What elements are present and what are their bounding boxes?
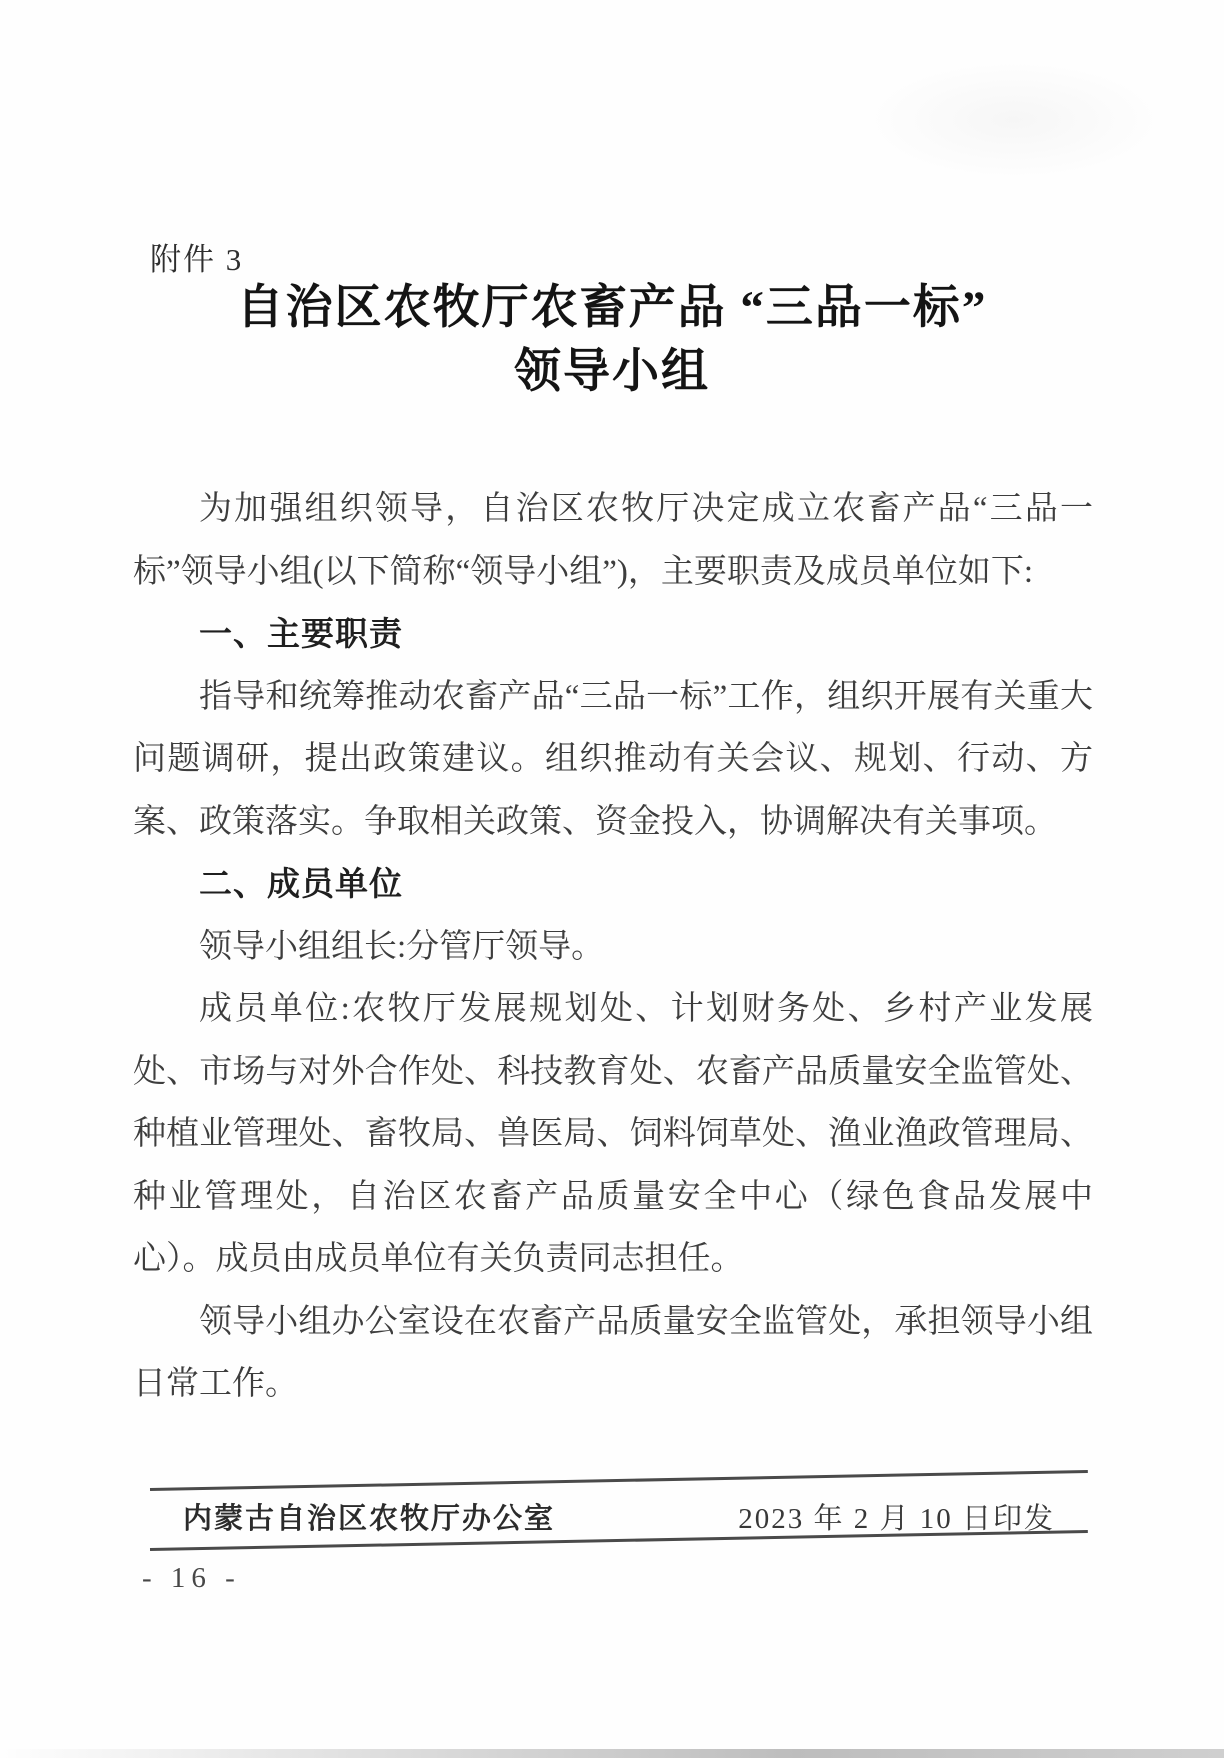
paragraph-group-leader: 领导小组组长:分管厅领导。 [199,928,605,965]
section-heading-duties: 一、主要职责 [199,614,403,653]
paragraph-office: 领导小组办公室设在农畜产品质量安全监管处，承担领导小组日常工作。 [133,1303,1093,1402]
footer-issuer: 内蒙古自治区农牧厅办公室 [183,1503,556,1535]
paragraph-intro: 为加强组织领导，自治区农牧厅决定成立农畜产品“三品一标”领导小组(以下简称“领导小组”)，主要职责及成员单位如下: [133,491,1093,590]
footer-print-date: 2023 年 2 月 10 日印发 [738,1503,1055,1535]
scan-smudge-artifact [864,60,1164,180]
document-title [0,276,1224,404]
document-body [133,478,1093,1416]
page-number: - 16 - [142,1562,241,1594]
footer-rule-top [150,1470,1088,1491]
footer [183,1496,1055,1537]
title-line-1: 自治区农牧厅农畜产品 “三品一标” [236,282,988,334]
paragraph-member-units: 成员单位:农牧厅发展规划处、计划财务处、乡村产业发展处、市场与对外合作处、科技教育处、农畜产品质量安全监管处、种植业管理处、畜牧局、兽医局、饲料饲草处、渔业渔政管理局、种业管理处，自治区农畜产品质量安全中心（绿色食品发展中心）。成员由成员单位有关负责同志担任。 [133,991,1093,1277]
attachment-label: 附件 3 [150,242,244,277]
section-heading-members: 二、成员单位 [199,864,403,903]
scan-edge-artifact [0,1749,1224,1758]
title-line-2: 领导小组 [514,346,710,398]
paragraph-duties: 指导和统筹推动农畜产品“三品一标”工作，组织开展有关重大问题调研，提出政策建议。组织推动有关会议、规划、行动、方案、政策落实。争取相关政策、资金投入，协调解决有关事项。 [133,678,1093,840]
